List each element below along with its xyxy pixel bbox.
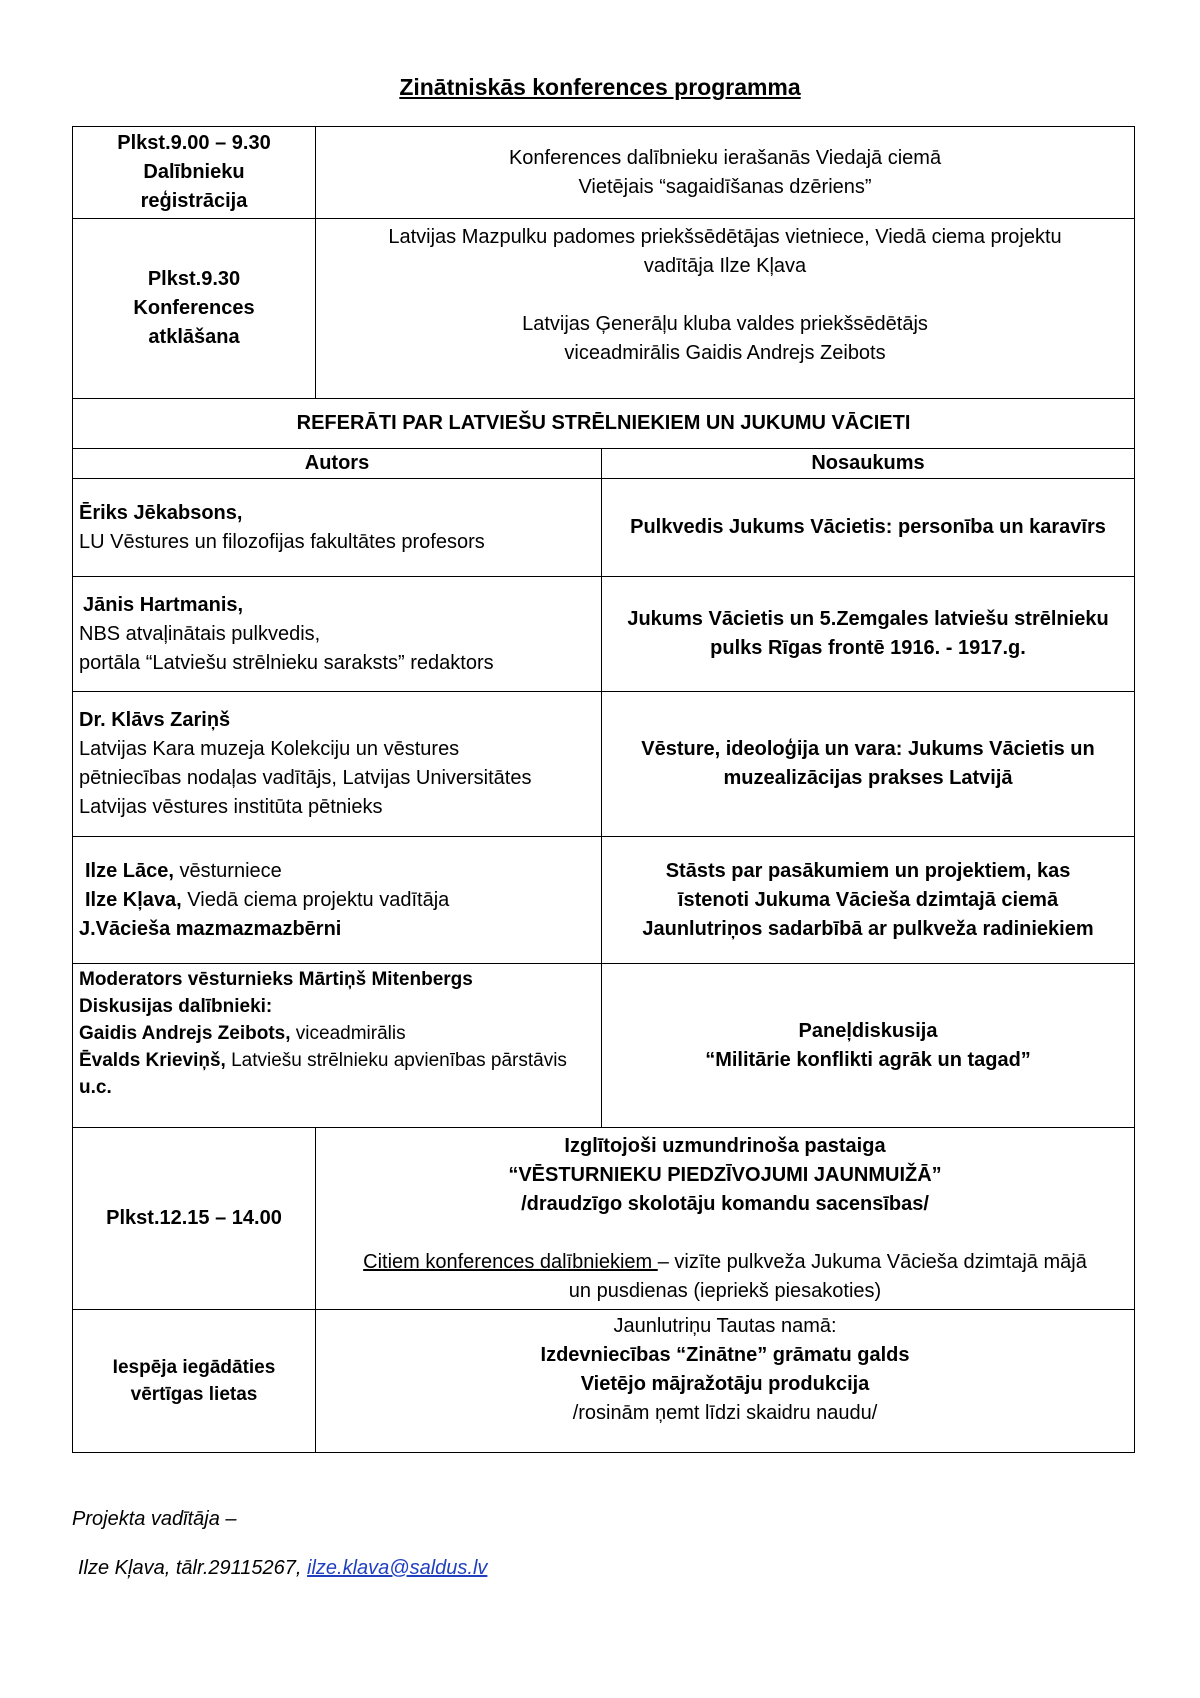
talk-row [73,692,1135,837]
author-name: Ilze Lāce, [85,859,174,882]
section-title-row [73,399,1135,449]
registration-line-1: Konferences dalībnieku ierašanās Viedajā ciemā [508,146,942,169]
author-description: LU Vēstures un filozofijas fakultātes profesors [79,530,485,553]
market-description [316,1310,1135,1453]
walk-description [316,1128,1135,1310]
talk-author [73,837,602,964]
registration-time: Plkst.9.00 – 9.30 [117,132,271,154]
page-title: Zinātniskās konferences programma [399,74,801,100]
registration-label-2: reģistrācija [140,190,248,212]
section-title: REFERĀTI PAR LATVIEŠU STRĒLNIEKIEM UN JUKUMU VĀCIETI [73,399,1135,449]
footer-contact-text: Ilze Kļava, tālr.29115267, [78,1557,308,1579]
walk-others-text: – vizīte pulkveža Jukuma Vācieša dzimtajā mājā [657,1250,1087,1273]
header-author: Autors [73,449,602,479]
opening-line-1: Latvijas Mazpulku padomes priekšsēdētājas vietniece, Viedā ciema projektu [388,226,1062,248]
market-line-3: Vietējo mājražotāju produkcija [580,1373,870,1395]
registration-row [73,127,1135,219]
market-label [73,1310,316,1453]
panel-row [73,964,1135,1128]
registration-time-cell [73,127,316,219]
author-name: Dr. Klāvs Zariņš [79,709,231,731]
market-line-1: Jaunlutriņu Tautas namā: [613,1315,837,1337]
panel-title-line: Paneļdiskusija [798,1019,938,1042]
header-title: Nosaukums [602,449,1135,479]
talk-title-line: Pulkvedis Jukums Vācietis: personība un karavīrs [630,516,1106,538]
author-description: Latvijas Kara muzeja Kolekciju un vēstures [79,738,460,760]
opening-line-2: vadītāja Ilze Kļava [643,255,807,277]
author-role: Viedā ciema projektu vadītāja [181,888,450,911]
author-role: vēsturniece [173,859,282,882]
market-row [73,1310,1135,1453]
opening-label-1: Konferences [133,297,255,319]
panel-title-line: “Militārie konflikti agrāk un tagad” [705,1048,1031,1071]
header-row [73,449,1135,479]
email-link[interactable]: ilze.klava@saldus.lv [307,1557,488,1579]
participant-name: Ēvalds Krieviņš, [79,1050,226,1071]
opening-row [73,219,1135,399]
talk-title-line: Vēsture, ideoloģija un vara: Jukums Vācietis un [641,738,1095,760]
talk-title-line: muzealizācijas prakses Latvijā [723,767,1013,789]
talk-title [602,692,1135,837]
participant-name: Gaidis Andrejs Zeibots, [79,1023,291,1044]
walk-others-label: Citiem konferences dalībniekiem [363,1250,658,1273]
walk-line-2: “VĒSTURNIEKU PIEDZĪVOJUMI JAUNMUIŽĀ” [508,1163,942,1186]
talk-row [73,479,1135,577]
panel-participants-label: Diskusijas dalībnieki: [79,996,273,1017]
walk-time: Plkst.12.15 – 14.00 [73,1128,316,1310]
talk-row [73,837,1135,964]
author-description: NBS atvaļinātais pulkvedis, [79,622,321,645]
walk-others-text-2: un pusdienas (iepriekš piesakoties) [568,1279,882,1302]
participant-role: Latviešu strēlnieku apvienības pārstāvis [225,1050,567,1071]
walk-line-1: Izglītojoši uzmundrinoša pastaiga [564,1134,886,1157]
opening-description [316,219,1135,399]
panel-title [602,964,1135,1128]
footer-label: Projekta vadītāja – [72,1508,237,1530]
author-description: Latvijas vēstures institūta pētnieks [79,796,383,818]
talk-title-line: Jaunlutriņos sadarbībā ar pulkveža radiniekiem [642,917,1094,940]
registration-description [316,127,1135,219]
author-name: Ilze Kļava, [85,888,182,911]
footer-contact [78,1557,487,1580]
talk-title [602,577,1135,692]
opening-line-3: Latvijas Ģenerāļu kluba valdes priekšsēdētājs [522,313,928,335]
opening-time: Plkst.9.30 [147,268,241,290]
author-name: Jānis Hartmanis, [83,593,244,616]
talk-author [73,692,602,837]
talk-title-line: Stāsts par pasākumiem un projektiem, kas [665,859,1071,882]
opening-time-cell [73,219,316,399]
market-label-1: Iespēja iegādāties [112,1357,276,1378]
author-name: J.Vācieša mazmazmazbērni [79,917,342,940]
walk-line-3: /draudzīgo skolotāju komandu sacensības/ [521,1192,929,1215]
program-table [72,126,1135,1453]
talk-title [602,837,1135,964]
author-description: portāla “Latviešu strēlnieku saraksts” redaktors [79,651,494,674]
registration-label-1: Dalībnieku [143,161,245,183]
market-label-2: vērtīgas lietas [130,1384,258,1405]
talk-author [73,479,602,577]
talk-title-line: Jukums Vācietis un 5.Zemgales latviešu strēlnieku [627,608,1109,630]
market-line-2: Izdevniecības “Zinātne” grāmatu galds [540,1344,910,1366]
talk-title-line: pulks Rīgas frontē 1916. - 1917.g. [710,637,1026,659]
author-name: Ēriks Jēkabsons, [79,501,243,524]
walk-row [73,1128,1135,1310]
registration-line-2: Vietējais “sagaidīšanas dzēriens” [578,175,872,198]
market-line-4: /rosinām ņemt līdzi skaidru naudu/ [572,1402,878,1424]
talk-row [73,577,1135,692]
talk-author [73,577,602,692]
panel-participants [73,964,602,1128]
talk-title-line: īstenoti Jukuma Vācieša dzimtajā ciemā [677,888,1059,911]
talk-title [602,479,1135,577]
opening-line-4: viceadmirālis Gaidis Andrejs Zeibots [564,342,886,364]
author-description: pētniecības nodaļas vadītājs, Latvijas Universitātes [79,767,532,789]
panel-moderator: Moderators vēsturnieks Mārtiņš Mitenbergs [79,969,473,990]
opening-label-2: atklāšana [148,326,240,348]
panel-etc: u.c. [79,1077,112,1098]
participant-role: viceadmirālis [290,1023,406,1044]
